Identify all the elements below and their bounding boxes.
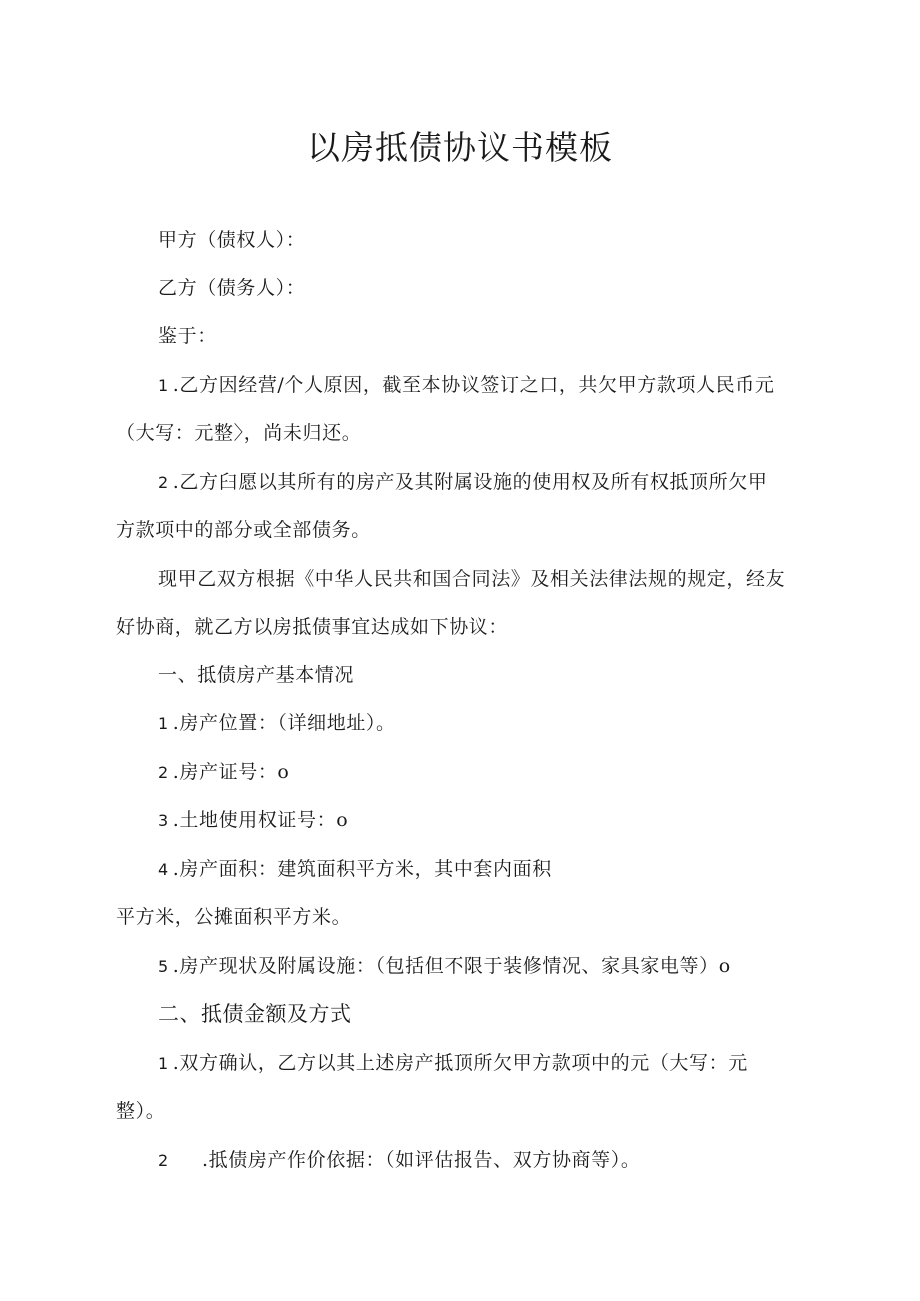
section-2-item-1-line-1 (158, 1049, 748, 1078)
recital-2-line-1 (158, 468, 767, 497)
intro-line-1: 现甲乙双方根据《中华人民共和国合同法》及相关法律法规的规定，经友 (158, 568, 786, 590)
recital-1-text: .乙方因经营/个人原因，截至本协议签订之口，共欠甲方款项人民币元 (172, 374, 775, 396)
section-1-item-5-number: 5 (158, 957, 169, 976)
section-2-item-2-number: 2 (158, 1151, 169, 1170)
section-1-item-3-number: 3 (158, 811, 169, 830)
recital-2-text: .乙方臼愿以其所有的房产及其附属设施的使用权及所有权抵顶所欠甲 (172, 471, 768, 493)
section-2-heading: 二、抵债金额及方式 (158, 1002, 352, 1026)
section-2-item-2-text: .抵债房产作价依据：（如评估报告、双方协商等）。 (202, 1149, 641, 1171)
section-1-item-4-number: 4 (158, 860, 169, 879)
party-a-line: 甲方（债权人）： (158, 229, 306, 251)
section-2-item-1-text: .双方确认，乙方以其上述房产抵顶所欠甲方款项中的元（大写：元 (172, 1052, 748, 1074)
section-1-item-2 (158, 758, 289, 787)
recital-1-line-1 (158, 371, 774, 400)
section-1-item-2-number: 2 (158, 763, 169, 782)
section-1-item-4-line-1 (158, 855, 552, 884)
section-2-item-1-line-2: 整）。 (116, 1100, 166, 1122)
section-1-item-1-text: .房产位置：（详细地址）。 (172, 712, 396, 734)
section-2-item-1-number: 1 (158, 1054, 169, 1073)
section-1-item-3 (158, 806, 348, 835)
recital-1-line-2: （大写：元整〉，尚未归还。 (116, 422, 362, 444)
party-b-line: 乙方（债务人）： (158, 277, 306, 299)
section-1-heading: 一、抵债房产基本情况 (158, 664, 355, 686)
section-1-item-4-line-2: 平方米，公摊面积平方米。 (116, 906, 352, 928)
recital-2-line-2: 方款项中的部分或全部债务。 (116, 519, 371, 541)
whereas-line: 鉴于： (158, 325, 217, 347)
section-1-item-3-text: .土地使用权证号：o (172, 809, 349, 831)
section-1-item-4-text: .房产面积：建筑面积平方米，其中套内面积 (172, 858, 552, 880)
section-1-item-1-number: 1 (158, 714, 169, 733)
section-1-item-5-text: .房产现状及附属设施：（包括但不限于装修情况、家具家电等）o (172, 955, 731, 977)
section-1-item-1 (158, 709, 396, 738)
section-1-item-2-text: .房产证号：o (172, 761, 290, 783)
section-1-item-5 (158, 952, 731, 981)
section-2-item-2 (158, 1146, 640, 1175)
document-title: 以房抵债协议书模板 (307, 128, 613, 167)
recital-1-number: 1 (158, 376, 169, 395)
intro-line-2: 好协商，就乙方以房抵债事宜达成如下协议： (116, 616, 509, 638)
recital-2-number: 2 (158, 473, 169, 492)
